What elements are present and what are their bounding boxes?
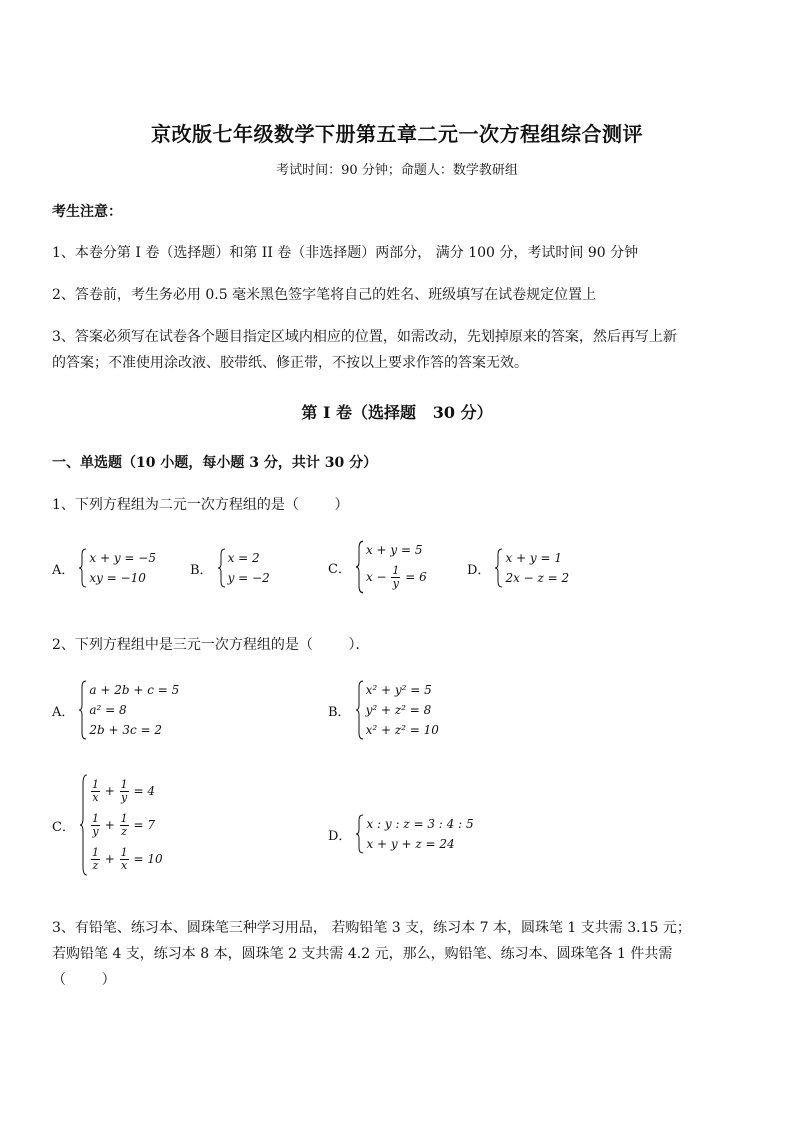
- question-3-answer-blank: （ ）: [52, 972, 116, 988]
- page-title: 京改版七年级数学下册第五章二元一次方程组综合测评: [151, 122, 643, 146]
- equation: a + 2b + c = 5: [89, 683, 180, 697]
- equation: x = 2: [227, 551, 260, 565]
- equation-system: [355, 540, 427, 594]
- equation: x + y = −5: [89, 551, 156, 565]
- equation: 2x − z = 2: [505, 571, 570, 585]
- option-label: A．: [52, 704, 75, 720]
- equation: $\frac{1}{z}$ + $\frac{1}{x}$ = 10: [91, 846, 163, 872]
- brace-icon: [355, 680, 364, 740]
- q2-option-d[interactable]: [328, 814, 474, 854]
- equation: x + y = 1: [505, 551, 562, 565]
- notice-heading: 考生注意：: [52, 204, 122, 220]
- equation-system: [78, 548, 156, 588]
- brace-icon: [79, 774, 88, 876]
- fraction: $\frac{1}{z}$: [91, 846, 99, 872]
- option-label: D．: [328, 828, 352, 844]
- brace-icon: [355, 814, 364, 854]
- equation: 2b + 3c = 2: [89, 723, 163, 737]
- equation-system: [355, 680, 439, 740]
- equation: a² = 8: [89, 703, 127, 717]
- equation: x + y = 5: [365, 543, 423, 557]
- q1-option-a[interactable]: [52, 548, 156, 588]
- fraction: $\frac{1}{x}$: [120, 846, 128, 872]
- q2-option-a[interactable]: [52, 680, 179, 740]
- q1-option-d[interactable]: [467, 548, 569, 588]
- q1-option-b[interactable]: [190, 548, 270, 588]
- question-3-line-1: 3、有铅笔、练习本、圆珠笔三种学习用品， 若购铅笔 3 支，练习本 7 本，圆珠笔 1 支共需 3.15 元；: [52, 920, 691, 936]
- equation-system: [217, 548, 270, 588]
- brace-icon: [217, 548, 226, 588]
- equation: y = −2: [227, 571, 270, 585]
- question-2-stem: 2、下列方程组中是三元一次方程组的是（ ）．: [52, 637, 370, 653]
- equation-system: [78, 680, 179, 740]
- section-title: 第 I 卷（选择题 30 分）: [301, 403, 493, 422]
- notice-item-2: 2、答卷前，考生务必用 0.5 毫米黑色签字笔将自己的姓名、班级填写在试卷规定位置上: [52, 287, 597, 303]
- equation: $\frac{1}{y}$ + $\frac{1}{z}$ = 7: [91, 812, 155, 838]
- option-label: B．: [190, 562, 213, 578]
- equation-system: [79, 774, 163, 876]
- brace-icon: [78, 548, 87, 588]
- fraction: $\frac{1}{z}$: [120, 812, 128, 838]
- equation: x² + y² = 5: [365, 683, 432, 697]
- brace-icon: [355, 540, 364, 594]
- q1-option-c[interactable]: [328, 540, 427, 594]
- question-1-stem: 1、下列方程组为二元一次方程组的是（ ）: [52, 497, 349, 513]
- option-label: D．: [467, 562, 491, 578]
- question-3-line-2: 若购铅笔 4 支，练习本 8 本，圆珠笔 2 支共需 4.2 元，那么，购铅笔、练习本、圆珠笔各 1 件共需: [52, 946, 673, 962]
- fraction: $\frac{1}{y}$: [91, 812, 99, 838]
- q2-option-b[interactable]: [328, 680, 439, 740]
- notice-item-1: 1、本卷分第 I 卷（选择题）和第 II 卷（非选择题）两部分， 满分 100 分，考试时间 90 分钟: [52, 245, 639, 261]
- equation: x + y + z = 24: [366, 837, 455, 851]
- fraction: $\frac{1}{x}$: [91, 778, 99, 804]
- notice-item-3-line-1: 3、答案必须写在试卷各个题目指定区域内相应的位置，如需改动，先划掉原来的答案，然后再写上新: [52, 329, 677, 345]
- equation: y² + z² = 8: [365, 703, 432, 717]
- part-title: 一、单选题（10 小题，每小题 3 分，共计 30 分）: [52, 455, 378, 471]
- option-label: A．: [52, 562, 75, 578]
- fraction: $\frac{1}{y}$: [392, 564, 400, 590]
- notice-item-3-line-2: 的答案；不准使用涂改液、胶带纸、修正带，不按以上要求作答的答案无效。: [52, 355, 528, 371]
- equation-system: [355, 814, 473, 854]
- equation: xy = −10: [89, 571, 146, 585]
- option-label: C．: [52, 819, 75, 835]
- option-label: C．: [328, 561, 351, 577]
- option-label: B．: [328, 704, 351, 720]
- equation: $\frac{1}{x}$ + $\frac{1}{y}$ = 4: [91, 778, 155, 804]
- equation: x : y : z = 3 : 4 : 5: [366, 817, 474, 831]
- equation: x − $\frac{1}{y}$ = 6: [365, 564, 427, 590]
- brace-icon: [494, 548, 503, 588]
- q2-option-c[interactable]: [52, 774, 163, 876]
- exam-info: 考试时间：90 分钟；命题人：数学教研组: [276, 163, 518, 178]
- fraction: $\frac{1}{y}$: [120, 778, 128, 804]
- equation-system: [494, 548, 569, 588]
- brace-icon: [78, 680, 87, 740]
- equation: x² + z² = 10: [365, 723, 439, 737]
